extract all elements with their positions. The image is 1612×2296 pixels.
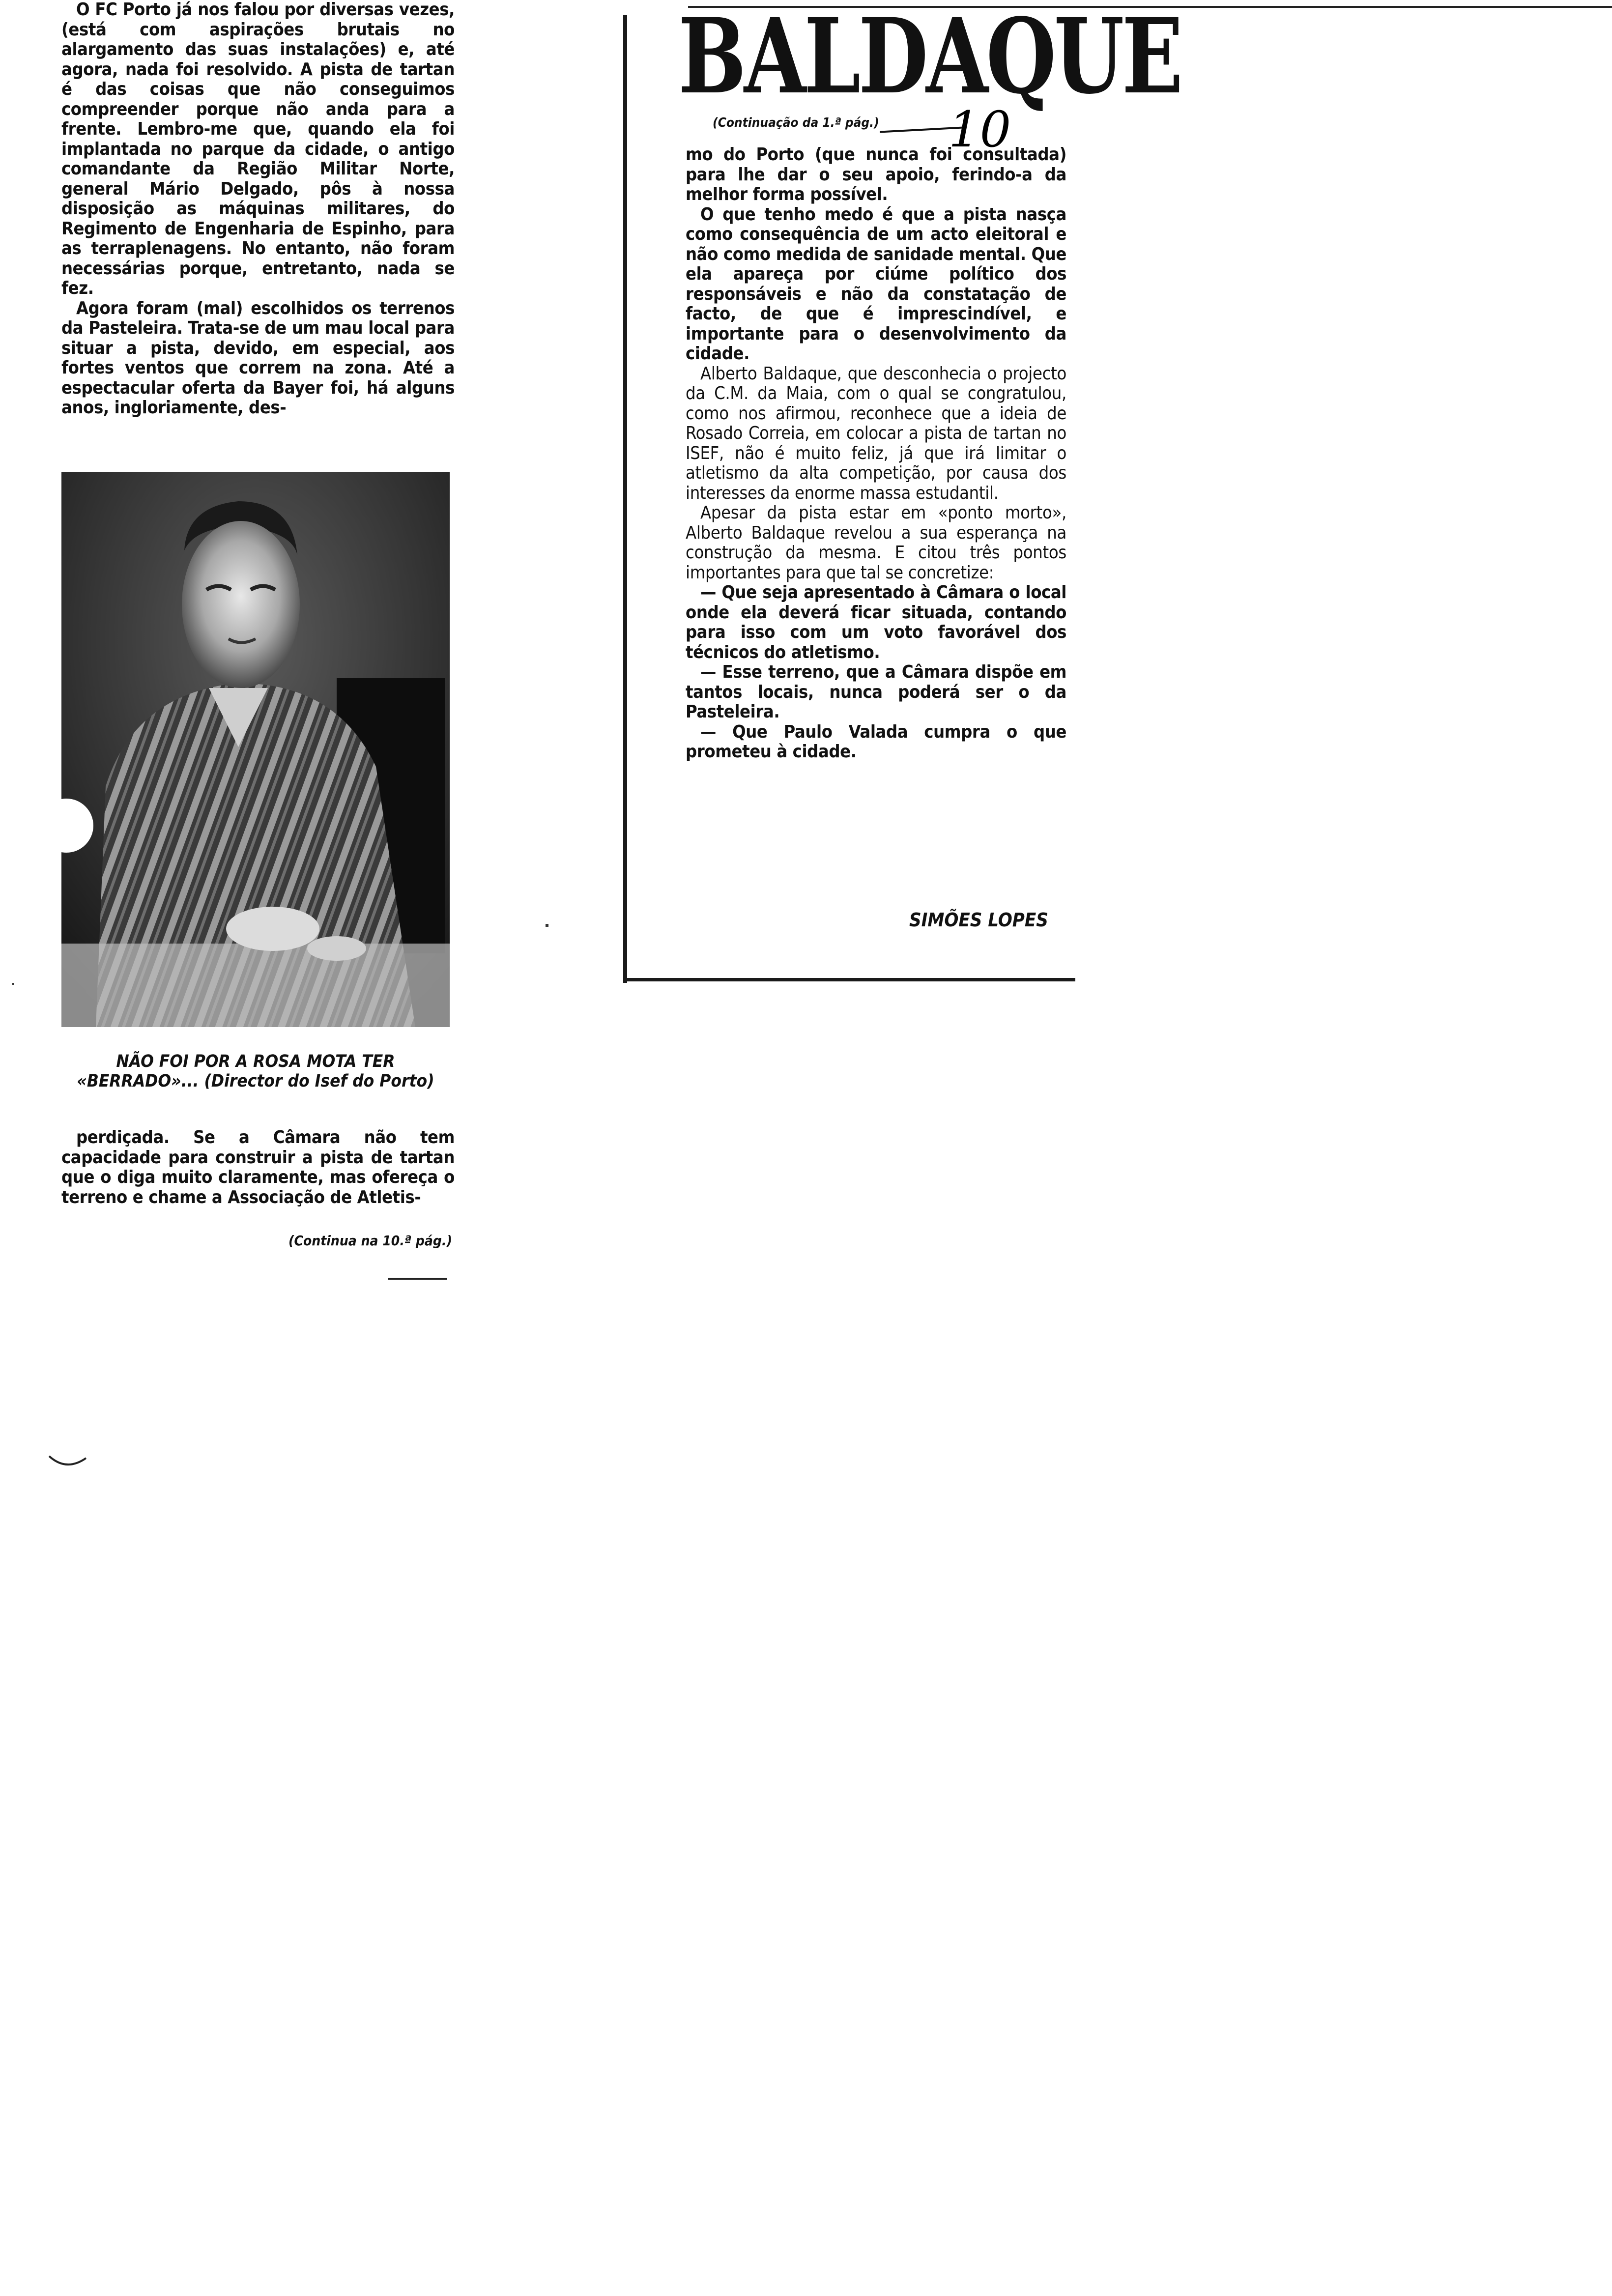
- point-2: — Esse terreno, que a Câmara dispõe em tantos locais, nunca poderá ser o da Pasteleira.: [686, 662, 1066, 722]
- point-3: — Que Paulo Valada cumpra o que prometeu à cidade.: [686, 721, 1066, 762]
- photo-director-isef: [61, 472, 450, 1027]
- left-paragraph-3: perdiçada. Se a Câmara não tem capacidade para construir a pista de tartan que o diga muito claramente, mas ofereça o terreno e chame a Associação de Atletis-: [61, 1127, 455, 1207]
- right-paragraph-2: O que tenho medo é que a pista nasça como consequência de um acto eleitoral e não como medida de sanidade mental. Que ela apareça por ciúme político dos responsáveis e não da constatação de facto, de que é imprescindível, e importante para o desenvolvimento da cidade.: [686, 204, 1066, 364]
- scan-mark-curve: [47, 1452, 91, 1472]
- right-paragraph-3: Alberto Baldaque, que desconhecia o projecto da C.M. da Maia, com o qual se congratulou, como nos afirmou, reconhece que a ideia de Rosado Correia, em colocar a pista de tartan no ISEF, não é muito feliz, já que irá limitar o atletismo da alta competição, por causa dos interesses da enorme massa estudantil.: [686, 363, 1066, 503]
- left-column-bottom: [61, 1128, 455, 1207]
- continua-note: (Continua na 10.ª pág.): [288, 1233, 452, 1249]
- right-frame-left-rule: [623, 15, 627, 983]
- right-paragraph-1: mo do Porto (que nunca foi consultada) para lhe dar o seu apoio, ferindo-a da melhor forma possível.: [686, 144, 1066, 204]
- left-column-top: [61, 0, 455, 418]
- byline: SIMÕES LOPES: [909, 909, 1048, 931]
- right-column-text: [686, 145, 1066, 762]
- scan-dot: [546, 924, 548, 927]
- photo-caption: NÃO FOI POR A ROSA MOTA TER «BERRADO»... (Director do Isef do Porto): [77, 1052, 434, 1091]
- continuacao-note: (Continuação da 1.ª pág.): [713, 115, 879, 130]
- left-end-rule: [388, 1278, 447, 1280]
- right-paragraph-4: Apesar da pista estar em «ponto morto», Alberto Baldaque revelou a sua esperança na construção da mesma. E citou três pontos importantes para que tal se concretize:: [686, 503, 1066, 583]
- scan-dot: [12, 983, 14, 985]
- right-frame-bottom-rule: [623, 978, 1075, 981]
- point-1: — Que seja apresentado à Câmara o local onde ela deverá ficar situada, contando para isso com um voto favorável dos técnicos do atletismo.: [686, 582, 1066, 662]
- handwritten-page-number: 10: [949, 101, 1011, 158]
- headline: BALDAQUE: [678, 0, 1181, 117]
- left-paragraph-1: O FC Porto já nos falou por diversas vezes, (está com aspirações brutais no alargamento das suas instalações) e, até agora, nada foi resolvido. A pista de tartan é das coisas que não conseguimos compreender porque não anda para a frente. Lembro-me que, quando ela foi implantada no parque da cidade, o antigo comandante da Região Militar Norte, general Mário Delgado, pôs à nossa disposição as máquinas militares, do Regimento de Engenharia de Espinho, para as terraplenagens. No entanto, não foram necessárias porque, entretanto, nada se fez.: [61, 0, 455, 298]
- left-paragraph-2: Agora foram (mal) escolhidos os terrenos da Pasteleira. Trata-se de um mau local para situar a pista, devido, em especial, aos fortes ventos que correm na zona. Até a espectacular oferta da Bayer foi, há alguns anos, ingloriamente, des-: [61, 298, 455, 418]
- photo-image: [61, 472, 450, 1027]
